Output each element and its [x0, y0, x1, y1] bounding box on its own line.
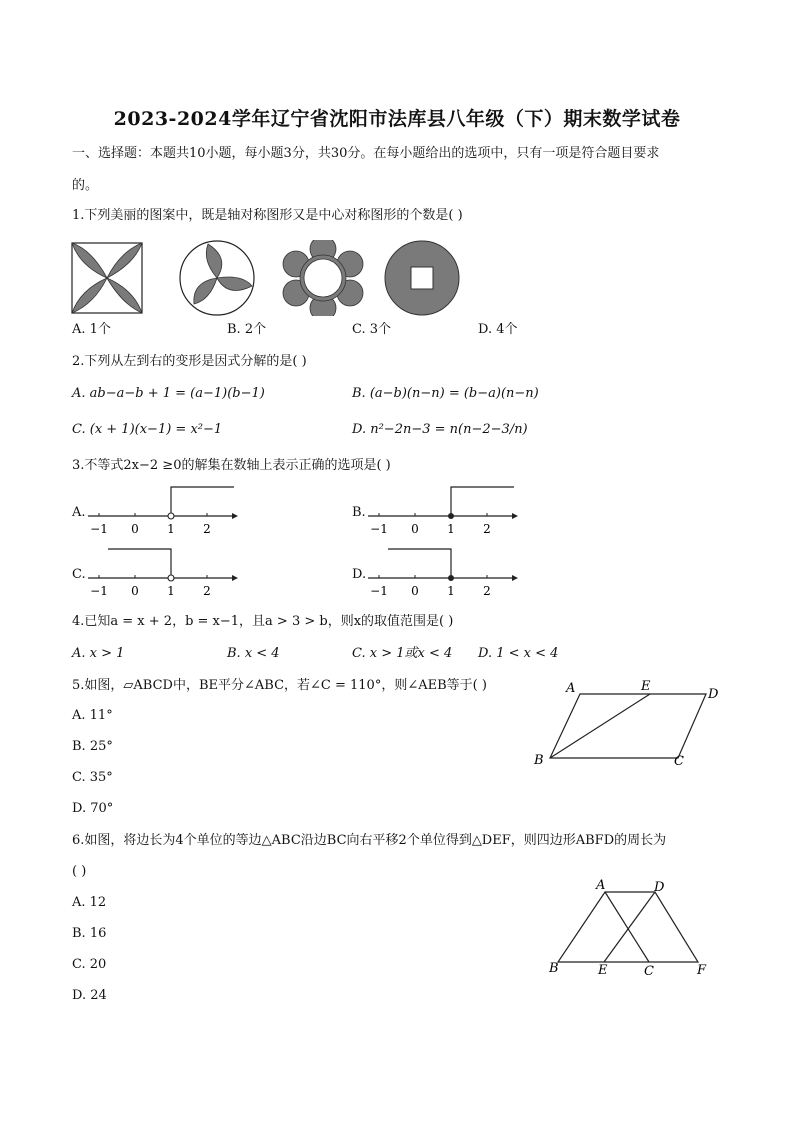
- vertex-label: E: [641, 679, 651, 694]
- question-2-option-c: C. (x + 1)(x−1) = x²−1: [72, 422, 223, 437]
- question-6-stem: 6.如图，将边长为4个单位的等边△ABC沿边BC向右平移2个单位得到△DEF，则四边形ABFD的周长为: [72, 833, 667, 848]
- question-4-stem: 4.已知a = x + 2，b = x−1，且a > 3 > b，则x的取值范围是( ): [72, 614, 454, 629]
- tick-label: 1: [167, 584, 175, 598]
- question-6-option-a: A. 12: [72, 895, 107, 910]
- question-6-stem-cont: ( ): [72, 864, 87, 879]
- question-4-option-c: C. x > 1或x < 4: [352, 646, 453, 661]
- question-5-option-d: D. 70°: [72, 801, 114, 816]
- question-2-option-a: A. ab−a−b + 1 = (a−1)(b−1): [72, 386, 265, 401]
- tick-label: 2: [203, 522, 211, 536]
- number-line-b: [366, 484, 521, 542]
- tick-label: 0: [131, 522, 139, 536]
- number-line-d: [366, 546, 521, 604]
- question-3-stem: 3.不等式2x−2 ≥0的解集在数轴上表示正确的选项是( ): [72, 458, 391, 473]
- question-3-option-b: B.: [352, 505, 366, 520]
- page-title: 2023-2024学年辽宁省沈阳市法库县八年级（下）期末数学试卷: [113, 108, 681, 130]
- vertex-label: A: [566, 681, 576, 696]
- question-3-option-c: C.: [72, 567, 86, 582]
- question-6-option-c: C. 20: [72, 957, 107, 972]
- vertex-label: D: [708, 687, 719, 702]
- vertex-label: C: [674, 754, 684, 769]
- tick-label: −1: [90, 584, 108, 598]
- section-heading: 一、选择题：本题共10小题，每小题3分，共30分。在每小题给出的选项中，只有一项是符合题目要求: [72, 146, 660, 161]
- question-1-stem: 1.下列美丽的图案中，既是轴对称图形又是中心对称图形的个数是( ): [72, 208, 463, 223]
- tick-label: −1: [90, 522, 108, 536]
- tick-label: 2: [203, 584, 211, 598]
- question-3-option-a: A.: [72, 505, 86, 520]
- translated-triangle-figure: [540, 874, 720, 982]
- tick-label: −1: [370, 522, 388, 536]
- tick-label: 0: [411, 584, 419, 598]
- vertex-label: B: [549, 961, 559, 976]
- vertex-label: A: [596, 878, 606, 893]
- vertex-label: E: [598, 963, 608, 978]
- vertex-label: D: [654, 880, 665, 895]
- tick-label: −1: [370, 584, 388, 598]
- question-6-option-d: D. 24: [72, 988, 107, 1003]
- question-5-option-c: C. 35°: [72, 770, 113, 785]
- number-line-c: [86, 546, 241, 604]
- question-1-option-b: B. 2个: [227, 322, 267, 337]
- tick-label: 0: [131, 584, 139, 598]
- vertex-label: B: [534, 753, 544, 768]
- pattern-square-petals: [72, 243, 142, 313]
- question-1-option-a: A. 1个: [72, 322, 111, 337]
- question-4-option-a: A. x > 1: [72, 646, 125, 661]
- question-2-option-b: B. (a−b)(n−n) = (b−a)(n−n): [352, 386, 539, 401]
- question-5-option-a: A. 11°: [72, 708, 113, 723]
- question-2-option-d: D. n²−2n−3 = n(n−2−3/n): [352, 422, 528, 437]
- section-heading-cont: 的。: [72, 178, 99, 193]
- tick-label: 2: [483, 584, 491, 598]
- tick-label: 1: [447, 522, 455, 536]
- question-4-option-d: D. 1 < x < 4: [478, 646, 559, 661]
- question-2-stem: 2.下列从左到右的变形是因式分解的是( ): [72, 354, 307, 369]
- tick-label: 2: [483, 522, 491, 536]
- question-5-stem: 5.如图，▱ABCD中，BE平分∠ABC，若∠C = 110°，则∠AEB等于( ): [72, 678, 487, 693]
- pattern-circle-blades: [180, 241, 254, 315]
- question-1-option-d: D. 4个: [478, 322, 518, 337]
- parallelogram-figure: [528, 676, 728, 772]
- question-1-option-c: C. 3个: [352, 322, 392, 337]
- tick-label: 1: [447, 584, 455, 598]
- pattern-coin: [385, 241, 459, 315]
- pattern-flower: [283, 240, 363, 316]
- vertex-label: F: [697, 963, 707, 978]
- question-4-option-b: B. x < 4: [227, 646, 280, 661]
- question-5-option-b: B. 25°: [72, 739, 113, 754]
- vertex-label: C: [644, 964, 654, 979]
- tick-label: 1: [167, 522, 175, 536]
- question-6-option-b: B. 16: [72, 926, 107, 941]
- question-1-figures: [70, 240, 470, 316]
- tick-label: 0: [411, 522, 419, 536]
- number-line-a: [86, 484, 241, 542]
- question-3-option-d: D.: [352, 567, 367, 582]
